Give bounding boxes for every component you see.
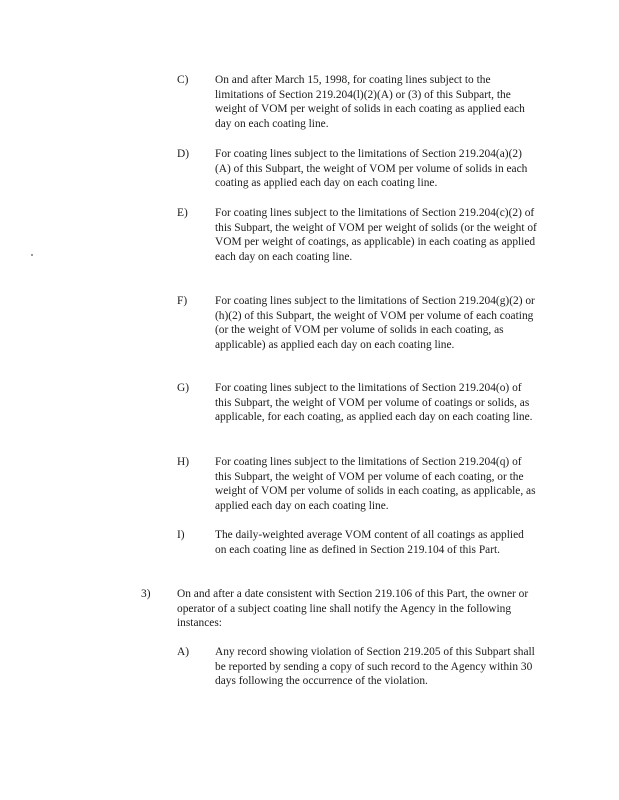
item-text: For coating lines subject to the limitations of Section 219.204(q) of this Subpart, the weight of VOM per volume of each coating, or the weight of VOM per volume of solids in each coating, as applicable, as applied each day on each coating line. <box>215 456 536 512</box>
item-text: For coating lines subject to the limitations of Section 219.204(a)(2)(A) of this Subpart, the weight of VOM per volume of solids in each coating as applied each day on each coating line. <box>215 148 528 190</box>
item-marker: E) <box>177 207 188 219</box>
item-text: On and after March 15, 1998, for coating lines subject to the limitations of Section 219.204(l)(2)(A) or (3) of this Subpart, the weight of VOM per weight of solids in each coating as applied each day on each coating line. <box>215 74 525 130</box>
item-marker: A) <box>177 646 190 658</box>
item-marker: H) <box>177 456 190 468</box>
item-text: The daily-weighted average VOM content of all coatings as applied on each coating line as defined in Section 219.104 of this Part. <box>215 529 524 556</box>
item-text: For coating lines subject to the limitations of Section 219.204(g)(2) or (h)(2) of this Subpart, the weight of VOM per volume of each coating (or the weight of VOM per volume of solids in each coating, as applicable) as applied each day on each coating line. <box>215 295 535 351</box>
item-text: Any record showing violation of Section 219.205 of this Subpart shall be reported by sending a copy of such record to the Agency within 30 days following the occurrence of the violation. <box>215 646 535 688</box>
item-text: For coating lines subject to the limitations of Section 219.204(c)(2) of this Subpart, the weight of VOM per weight of solids (or the weight of VOM per weight of coatings, as applicable) in each coating as applied each day on each coating line. <box>215 207 537 263</box>
item-marker: C) <box>177 74 189 86</box>
item-marker: D) <box>177 148 190 160</box>
item-marker: G) <box>177 382 190 394</box>
item-marker: F) <box>177 295 188 307</box>
item-marker: 3) <box>141 588 151 600</box>
item-text: For coating lines subject to the limitations of Section 219.204(o) of this Subpart, the weight of VOM per volume of coatings or solids, as applicable, for each coating, as applied each day on each coating line. <box>215 382 533 424</box>
scan-speck <box>31 254 33 256</box>
item-marker: I) <box>177 529 185 541</box>
item-text: On and after a date consistent with Section 219.106 of this Part, the owner or operator of a subject coating line shall notify the Agency in the following instances: <box>177 588 529 630</box>
